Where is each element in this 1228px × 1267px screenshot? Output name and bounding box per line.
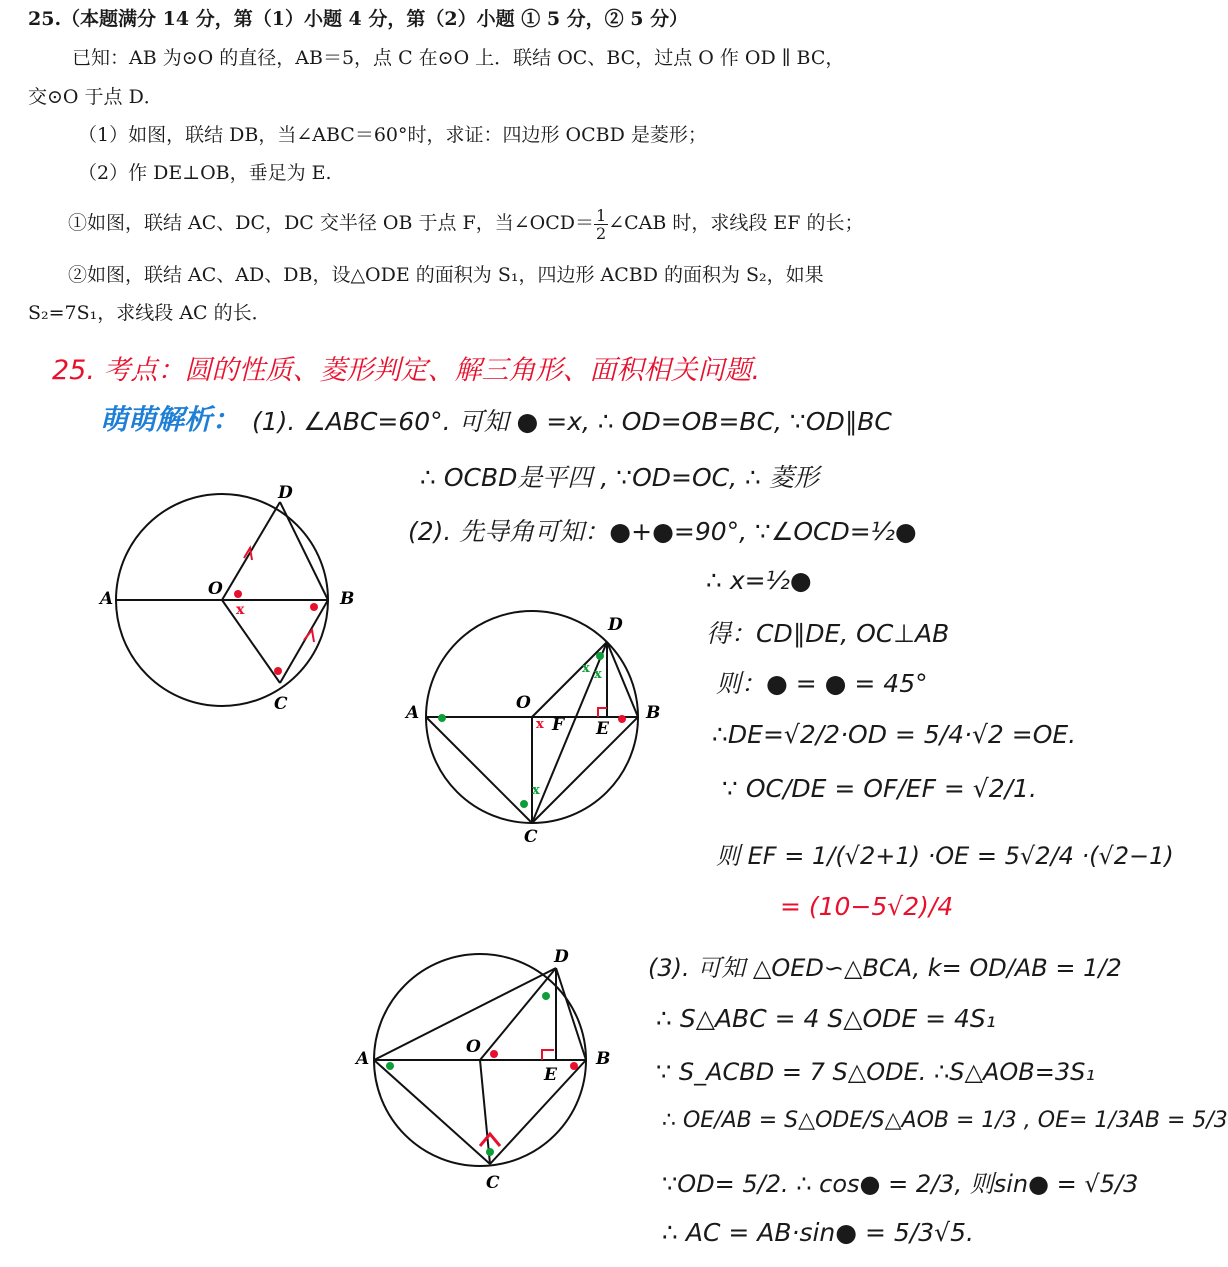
label-o: O (208, 579, 223, 599)
right-angle-mark (542, 1050, 554, 1060)
part2-l4: ∵ OC/DE = OF/EF = √2/1. (722, 774, 1037, 803)
figure-2 (404, 604, 674, 847)
x-mark: x (582, 661, 590, 676)
part2-line1: (2). 先导角可知：●+●=90°, ∵∠OCD=½● (408, 517, 917, 546)
part2-l5: 则 EF = 1/(√2+1) ·OE = 5√2/4 ·(√2−1) (716, 842, 1174, 870)
part3-l6: ∴ AC = AB·sin● = 5/3√5. (662, 1218, 974, 1247)
label-e: E (544, 1065, 557, 1085)
x-mark: x (594, 667, 602, 682)
angle-dot (274, 667, 282, 675)
label-o: O (466, 1037, 481, 1057)
part1-line1: (1). ∠ABC=60°. 可知 ● =x, ∴ OD=OB=BC, ∵OD∥BC (252, 407, 892, 436)
x-mark: x (236, 602, 245, 618)
figure-1 (100, 480, 360, 720)
segment-od (480, 968, 556, 1060)
label-a: A (100, 589, 114, 609)
angle-dot (618, 715, 626, 723)
part2-x: ∴ x=½● (706, 566, 812, 595)
angle-dot (234, 590, 242, 598)
segment-bc (532, 717, 638, 823)
label-a: A (406, 703, 420, 723)
given-line-2: 交⊙O 于点 D． (28, 86, 163, 108)
segment-db (280, 502, 328, 600)
segment-ac (426, 717, 532, 823)
sub-question-2-line-2: S₂=7S₁，求线段 AC 的长． (28, 302, 271, 324)
segment-db (607, 642, 638, 717)
angle-dot (570, 1062, 578, 1070)
given-line-1: 已知：AB 为⊙O 的直径，AB＝5，点 C 在⊙O 上．联结 OC、BC，过点 O 作 OD ∥ BC， (72, 47, 845, 69)
label-a: A (356, 1049, 370, 1069)
part3-l5: ∵OD= 5/2. ∴ cos● = 2/3, 则sin● = √5/3 (662, 1170, 1139, 1198)
label-o: O (516, 693, 531, 713)
problem-header: 25.（本题满分 14 分，第（1）小题 4 分，第（2）小题 ① 5 分，② 5 分） (28, 8, 689, 30)
angle-dot (520, 800, 528, 808)
sub1-pre: ①如图，联结 AC、DC，DC 交半径 OB 于点 F，当∠OCD＝ (68, 212, 594, 234)
label-c: C (524, 827, 538, 847)
angle-dot (596, 652, 604, 660)
label-d: D (554, 947, 569, 967)
parallel-mark-od (244, 548, 252, 560)
segment-ac (374, 1060, 490, 1164)
part3-l3: ∵ S_ACBD = 7 S△ODE. ∴S△AOB=3S₁ (656, 1058, 1095, 1086)
right-angle-c-mark (480, 1134, 500, 1146)
label-e: E (596, 719, 609, 739)
sub-question-2-line-1: ②如图，联结 AC、AD、DB，设△ODE 的面积为 S₁，四边形 ACBD 的面积为 S₂，如果 (68, 264, 824, 286)
angle-dot (386, 1062, 394, 1070)
part1-line2: ∴ OCBD是平四 , ∵OD=OC, ∴ 菱形 (420, 463, 819, 492)
label-f: F (552, 715, 565, 735)
label-c: C (486, 1173, 500, 1193)
label-c: C (274, 694, 288, 714)
sub-question-1 (68, 205, 864, 242)
angle-dot (438, 714, 446, 722)
analysis-label: 萌萌解析： (100, 403, 241, 436)
segment-oc (222, 600, 280, 683)
angle-dot (486, 1148, 494, 1156)
label-d: D (278, 483, 293, 503)
part-2: （2）作 DE⊥OB，垂足为 E. (78, 162, 332, 184)
label-d: D (608, 615, 623, 635)
part2-answer: = (10−5√2)/4 (780, 892, 954, 921)
angle-dot (490, 1050, 498, 1058)
segment-ad (374, 968, 556, 1060)
part2-l1: 得：CD∥DE, OC⊥AB (706, 619, 950, 648)
right-angle-mark (598, 708, 607, 717)
label-b: B (646, 703, 661, 723)
figure-3 (356, 948, 626, 1193)
x-mark: x (536, 717, 544, 732)
part-1: （1）如图，联结 DB，当∠ABC＝60°时，求证：四边形 OCBD 是菱形； (78, 124, 707, 146)
segment-db (556, 968, 586, 1060)
label-b: B (340, 589, 355, 609)
label-b: B (596, 1049, 611, 1069)
x-mark: x (532, 783, 540, 798)
half-fraction: $\frac{1}{2}$ (596, 205, 607, 243)
part2-l3: ∴DE=√2/2·OD = 5/4·√2 =OE. (712, 720, 1077, 749)
angle-dot (310, 603, 318, 611)
part2-l2: 则：● = ● = 45° (716, 669, 928, 698)
part3-l4: ∴ OE/AB = S△ODE/S△AOB = 1/3 , OE= 1/3AB = 5/3 (662, 1108, 1228, 1133)
angle-dot (542, 992, 550, 1000)
topic-line: 25. 考点：圆的性质、菱形判定、解三角形、面积相关问题. (52, 355, 761, 386)
part3-l1: (3). 可知 △OED∽△BCA, k= OD/AB = 1/2 (648, 954, 1122, 982)
sub1-post: ∠CAB 时，求线段 EF 的长； (608, 212, 864, 234)
segment-cb (280, 600, 328, 683)
part3-l2: ∴ S△ABC = 4 S△ODE = 4S₁ (656, 1004, 996, 1033)
